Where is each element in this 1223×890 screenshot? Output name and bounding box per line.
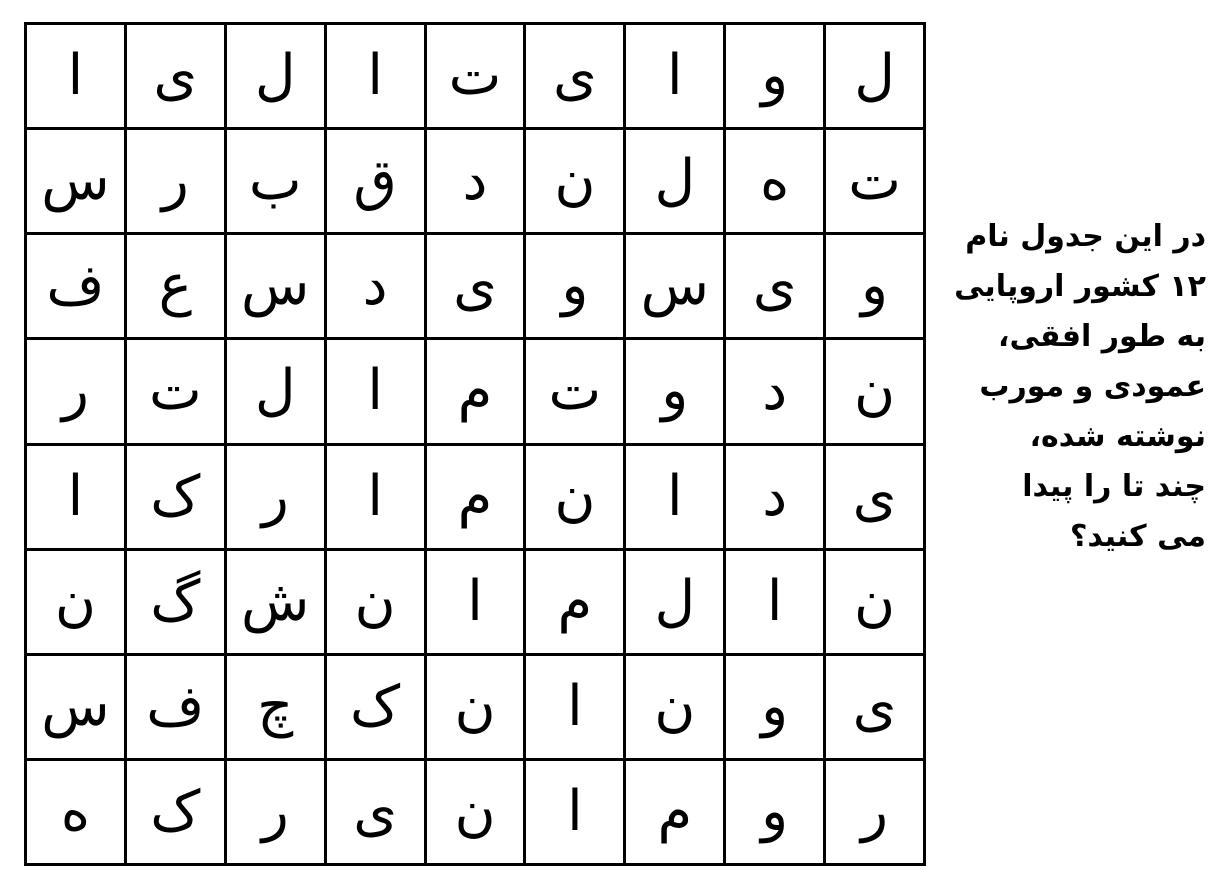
instruction-line: عمودی و مورب	[979, 369, 1206, 404]
instruction-line: در این جدول نام	[965, 219, 1206, 254]
grid-cell[interactable]: ی	[826, 446, 926, 551]
grid-cell[interactable]: ه	[27, 761, 127, 866]
grid-cell[interactable]: ک	[127, 761, 227, 866]
grid-cell[interactable]: ل	[227, 340, 327, 445]
grid-cell[interactable]: ا	[27, 446, 127, 551]
grid-cell[interactable]: ت	[127, 340, 227, 445]
grid-cell[interactable]: ا	[626, 446, 726, 551]
grid-cell[interactable]: م	[526, 551, 626, 656]
grid-cell[interactable]: گ	[127, 551, 227, 656]
grid-cell[interactable]: ر	[227, 446, 327, 551]
grid-cell[interactable]: ب	[227, 130, 327, 235]
grid-cell[interactable]: م	[427, 340, 527, 445]
grid-cell[interactable]: و	[726, 25, 826, 130]
grid-cell[interactable]: س	[27, 130, 127, 235]
grid-cell[interactable]: ن	[427, 656, 527, 761]
grid-cell[interactable]: ل	[626, 130, 726, 235]
grid-cell[interactable]: س	[227, 235, 327, 340]
grid-cell[interactable]: و	[726, 761, 826, 866]
grid-cell[interactable]: ی	[526, 25, 626, 130]
instruction-line: چند تا را پیدا	[1022, 469, 1206, 504]
grid-cell[interactable]: ا	[726, 551, 826, 656]
grid-cell[interactable]: ن	[826, 340, 926, 445]
grid-cell[interactable]: ن	[27, 551, 127, 656]
grid-cell[interactable]: ق	[327, 130, 427, 235]
grid-cell[interactable]: س	[27, 656, 127, 761]
instruction-line: نوشته شده،	[1029, 419, 1206, 454]
grid-cell[interactable]: ل	[227, 25, 327, 130]
grid-cell[interactable]: د	[327, 235, 427, 340]
grid-cell[interactable]: س	[626, 235, 726, 340]
grid-cell[interactable]: و	[626, 340, 726, 445]
grid-cell[interactable]: ع	[127, 235, 227, 340]
grid-cell[interactable]: ا	[427, 551, 527, 656]
grid-cell[interactable]: ا	[327, 25, 427, 130]
grid-cell[interactable]: ف	[127, 656, 227, 761]
grid-cell[interactable]: ا	[27, 25, 127, 130]
grid-cell[interactable]: ن	[526, 446, 626, 551]
instruction-line: به طور افقی،	[998, 319, 1206, 354]
grid-cell[interactable]: ا	[526, 761, 626, 866]
grid-cell[interactable]: ک	[127, 446, 227, 551]
grid-cell[interactable]: ش	[227, 551, 327, 656]
grid-cell[interactable]: ت	[526, 340, 626, 445]
grid-cell[interactable]: ی	[726, 235, 826, 340]
grid-cell[interactable]: ا	[626, 25, 726, 130]
instruction-line: می کنید؟	[1069, 519, 1206, 554]
puzzle-instructions	[936, 212, 1206, 562]
grid-cell[interactable]: ل	[826, 25, 926, 130]
grid-cell[interactable]: ت	[826, 130, 926, 235]
grid-cell[interactable]: و	[726, 656, 826, 761]
grid-cell[interactable]: ن	[327, 551, 427, 656]
instruction-line: ۱۲ کشور اروپایی	[954, 269, 1206, 304]
grid-cell[interactable]: د	[726, 340, 826, 445]
grid-cell[interactable]: م	[427, 446, 527, 551]
grid-cell[interactable]: د	[427, 130, 527, 235]
grid-cell[interactable]: ر	[826, 761, 926, 866]
grid-cell[interactable]: و	[526, 235, 626, 340]
grid-cell[interactable]: ن	[526, 130, 626, 235]
grid-cell[interactable]: ر	[227, 761, 327, 866]
word-search-grid	[24, 22, 926, 866]
grid-cell[interactable]: ا	[327, 340, 427, 445]
grid-cell[interactable]: ی	[327, 761, 427, 866]
grid-cell[interactable]: ا	[327, 446, 427, 551]
grid-cell[interactable]: ر	[27, 340, 127, 445]
grid-cell[interactable]: ر	[127, 130, 227, 235]
grid-cell[interactable]: ی	[826, 656, 926, 761]
grid-cell[interactable]: ک	[327, 656, 427, 761]
grid-cell[interactable]: ی	[127, 25, 227, 130]
grid-cell[interactable]: م	[626, 761, 726, 866]
grid-cell[interactable]: ا	[526, 656, 626, 761]
grid-cell[interactable]: ن	[826, 551, 926, 656]
grid-cell[interactable]: ی	[427, 235, 527, 340]
grid-cell[interactable]: ن	[427, 761, 527, 866]
grid-cell[interactable]: چ	[227, 656, 327, 761]
grid-cell[interactable]: د	[726, 446, 826, 551]
grid-cell[interactable]: و	[826, 235, 926, 340]
grid-cell[interactable]: ف	[27, 235, 127, 340]
grid-cell[interactable]: ت	[427, 25, 527, 130]
grid-cell[interactable]: ه	[726, 130, 826, 235]
grid-cell[interactable]: ن	[626, 656, 726, 761]
grid-cell[interactable]: ل	[626, 551, 726, 656]
